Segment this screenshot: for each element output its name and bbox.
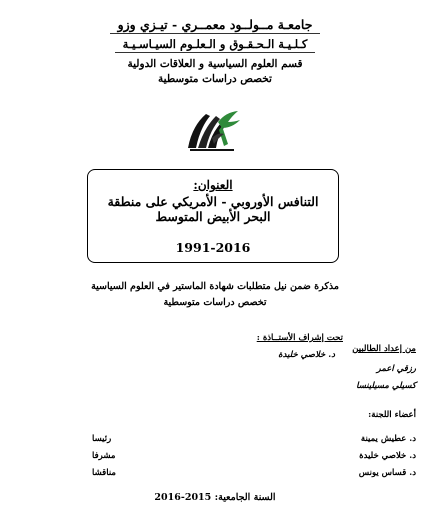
memo-description: مذكرة ضمن نيل متطلبات شهادة الماستير في العلوم السياسية xyxy=(91,281,339,292)
committee-member-name: د. قساس يونس xyxy=(358,468,416,478)
faculty-underline xyxy=(115,52,315,53)
specialty-name: تخصص دراسات متوسطية xyxy=(158,73,272,85)
university-underline xyxy=(110,33,320,34)
title-box xyxy=(87,169,339,263)
student-name: كسيلي مسيلينسا xyxy=(356,381,416,391)
committee-member-role: مشرفا xyxy=(92,451,116,461)
students-label: من إعداد الطالبين xyxy=(352,344,416,354)
university-logo-icon xyxy=(182,108,244,154)
title-label: العنوان: xyxy=(193,178,233,192)
thesis-years: 1991-2016 xyxy=(175,240,251,255)
faculty-name: كـلـيـة الـحـقـوق و الـعلـوم السيـاسـيـة xyxy=(0,37,430,53)
university-name: جامعـة مــولــود معمــري - تيـزي وزو xyxy=(0,17,430,34)
supervisor-label: تحت إشراف الأستــاذة : xyxy=(256,333,343,343)
memo-specialty: تخصص دراسات متوسطية xyxy=(163,297,267,308)
department-name: قسم العلوم السياسية و العلاقات الدولية xyxy=(127,58,303,70)
thesis-title: التنافس الأوروبي - الأمريكي على منطقة البحر الأبيض المتوسط xyxy=(107,194,319,224)
committee-label: أعضاء اللجنة: xyxy=(368,410,416,420)
committee-member-role: مناقشا xyxy=(92,468,116,478)
student-name: رزقي اعمر xyxy=(376,364,416,374)
committee-member-name: د. خلاصي خليدة xyxy=(359,451,416,461)
academic-year: السنة الجامعية: 2015-2016 xyxy=(154,492,276,503)
supervisor-name: د. خلاصي خليدة xyxy=(278,350,335,360)
committee-member-name: د. عطيش يمينة xyxy=(360,434,416,444)
committee-member-role: رئيسا xyxy=(92,434,112,444)
